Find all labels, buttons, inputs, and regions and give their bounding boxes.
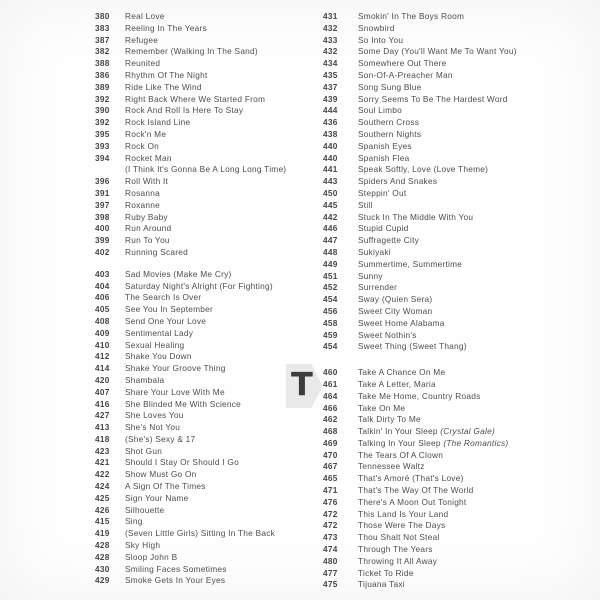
song-row: [323, 82, 600, 94]
song-number: 469: [323, 437, 338, 448]
song-number: 480: [323, 555, 338, 566]
song-number: 449: [323, 258, 338, 269]
song-row: [95, 82, 330, 94]
song-number: 428: [95, 551, 110, 562]
song-row: [95, 410, 330, 422]
song-title: Rhythm Of The Night: [125, 69, 208, 80]
song-number: 413: [95, 422, 110, 433]
song-title: Ruby Baby: [125, 211, 168, 222]
song-row: [323, 164, 600, 176]
song-number: 431: [323, 11, 338, 21]
song-row: [95, 212, 330, 224]
song-number: 472: [323, 508, 338, 519]
section-marker-t: [286, 364, 323, 408]
song-number: 389: [95, 81, 110, 92]
song-number: 407: [95, 386, 110, 397]
song-row: [323, 497, 600, 509]
song-row: [95, 223, 330, 235]
song-number: 390: [95, 105, 110, 116]
song-row: [323, 544, 600, 556]
song-title: Steppin' Out: [358, 187, 407, 198]
song-title: Run Around: [125, 223, 172, 234]
song-number: 430: [95, 563, 110, 574]
song-number: 442: [323, 211, 338, 222]
song-title: Take A Chance On Me: [358, 367, 446, 378]
song-title: She's Not You: [125, 422, 181, 433]
song-row: [95, 247, 330, 259]
song-row: [95, 281, 330, 293]
song-row: [323, 532, 600, 544]
song-row: [95, 469, 330, 481]
song-row: [95, 105, 330, 117]
song-number: 408: [95, 315, 110, 326]
song-title: Should I Stay Or Should I Go: [125, 457, 239, 468]
song-row: [95, 552, 330, 564]
song-title: Still: [358, 199, 373, 210]
song-number: 440: [323, 140, 338, 151]
song-row: [323, 282, 600, 294]
song-title: Rock And Roll Is Here To Stay: [125, 105, 244, 116]
song-number: 471: [323, 485, 338, 496]
song-title: Smoke Gets In Your Eyes: [125, 575, 226, 586]
song-number: 473: [323, 532, 338, 543]
song-title: This Land Is Your Land: [358, 508, 449, 519]
song-number: 394: [95, 152, 110, 163]
song-title: Reunited: [125, 58, 161, 69]
song-row: [323, 579, 600, 591]
song-number: 387: [95, 34, 110, 45]
song-title: Saturday Night's Alright (For Fighting): [125, 280, 273, 291]
song-number: 393: [95, 140, 110, 151]
song-row: [95, 528, 330, 540]
song-row: [95, 153, 330, 177]
song-title: Run To You: [125, 235, 170, 246]
song-title: Sukiyaki: [358, 246, 391, 257]
song-title-artist-note: (Crystal Gale): [440, 426, 495, 437]
song-title: Tijuana Taxi: [358, 579, 405, 590]
song-number: 425: [95, 492, 110, 503]
song-row: [95, 516, 330, 528]
song-title: Talkin' In Your Sleep (Crystal Gale): [358, 426, 495, 437]
song-title: Snowbird: [358, 22, 395, 33]
song-number: 404: [95, 280, 110, 291]
song-title: Soul Limbo: [358, 105, 403, 116]
song-title: Some Day (You'll Want Me To Want You): [358, 46, 517, 57]
song-number: 468: [323, 426, 338, 437]
song-number: 432: [323, 22, 338, 33]
song-row: [323, 461, 600, 473]
song-row: [323, 94, 600, 106]
song-title: Sweet City Woman: [358, 305, 433, 316]
song-number: 415: [95, 516, 110, 527]
song-row: [323, 141, 600, 153]
song-title: A Sign Of The Times: [125, 481, 206, 492]
song-number: 383: [95, 22, 110, 33]
song-number: 456: [323, 305, 338, 316]
song-title: Sorry Seems To Be The Hardest Word: [358, 93, 508, 104]
song-title: There's A Moon Out Tonight: [358, 496, 467, 507]
song-number: 466: [323, 402, 338, 413]
song-row: [95, 316, 330, 328]
song-title: Sad Movies (Make Me Cry): [125, 268, 232, 279]
song-title: Sweet Home Alabama: [358, 317, 445, 328]
song-row: [323, 129, 600, 141]
song-title: Spiders And Snakes: [358, 176, 438, 187]
song-number: 465: [323, 473, 338, 484]
song-row: [323, 200, 600, 212]
song-title: Smiling Faces Sometimes: [125, 563, 227, 574]
song-title: Ride Like The Wind: [125, 81, 202, 92]
song-number: 436: [323, 117, 338, 128]
song-number: 437: [323, 81, 338, 92]
song-number: 426: [95, 504, 110, 515]
song-row: [323, 58, 600, 70]
song-title: Real Love: [125, 11, 165, 21]
song-title: She Blinded Me With Science: [125, 398, 242, 409]
song-row: [95, 564, 330, 576]
song-title: Sweet Nothin's: [358, 329, 417, 340]
song-number: 398: [95, 211, 110, 222]
song-number: 427: [95, 410, 110, 421]
song-list-column-right: [323, 11, 600, 591]
song-row: [323, 520, 600, 532]
song-row: [95, 434, 330, 446]
song-row: [323, 414, 600, 426]
song-number: 424: [95, 481, 110, 492]
song-row: [95, 446, 330, 458]
song-title-second-line: (I Think It's Gonna Be A Long Long Time): [125, 164, 287, 175]
song-number: 445: [323, 199, 338, 210]
song-number: 441: [323, 164, 338, 175]
song-row: [323, 247, 600, 259]
song-number: 392: [95, 117, 110, 128]
song-number: 418: [95, 433, 110, 444]
song-title: Rock'n Me: [125, 128, 167, 139]
song-title: Take On Me: [358, 402, 406, 413]
song-title: Surrender: [358, 282, 398, 293]
song-title: Thou Shalt Not Steal: [358, 532, 440, 543]
song-row: [95, 23, 330, 35]
song-title: Suffragette City: [358, 235, 420, 246]
song-row: [95, 46, 330, 58]
song-title: That's The Way Of The World: [358, 485, 474, 496]
song-title: Sunny: [358, 270, 383, 281]
song-row: [323, 450, 600, 462]
song-title: That's Amoré (That's Love): [358, 473, 464, 484]
song-number: 470: [323, 449, 338, 460]
song-title: Spanish Eyes: [358, 140, 412, 151]
song-row: [95, 176, 330, 188]
song-title: Roll With It: [125, 176, 169, 187]
song-number: 432: [323, 46, 338, 57]
song-row: [323, 509, 600, 521]
song-title: Shake You Down: [125, 351, 192, 362]
song-number: 395: [95, 128, 110, 139]
song-number: 472: [323, 520, 338, 531]
song-number: 388: [95, 58, 110, 69]
song-number: 439: [323, 93, 338, 104]
song-number: 440: [323, 152, 338, 163]
song-number: 446: [323, 223, 338, 234]
song-number: 396: [95, 176, 110, 187]
song-title: Rocket Man (I Think It's Gonna Be A Long Long Time): [125, 152, 287, 175]
song-title: Ticket To Ride: [358, 567, 414, 578]
song-row: [323, 235, 600, 247]
song-number: 405: [95, 304, 110, 315]
song-title: Spanish Flea: [358, 152, 410, 163]
song-title: Those Were The Days: [358, 520, 446, 531]
song-row: [95, 328, 330, 340]
song-title: Shot Gun: [125, 445, 163, 456]
song-title: Running Scared: [125, 246, 189, 257]
song-title: Reeling In The Years: [125, 22, 207, 33]
song-row: [95, 188, 330, 200]
section-letter: T: [291, 365, 313, 404]
song-row: [323, 485, 600, 497]
song-title: Show Must Go On: [125, 469, 197, 480]
song-title: Tennessee Waltz: [358, 461, 425, 472]
song-row: [95, 340, 330, 352]
song-row: [323, 438, 600, 450]
song-row: [95, 141, 330, 153]
song-number: 451: [323, 270, 338, 281]
song-title: The Tears Of A Clown: [358, 449, 444, 460]
song-title: Sway (Quien Sera): [358, 294, 433, 305]
song-row: [323, 379, 600, 391]
song-number: 420: [95, 374, 110, 385]
song-row: [323, 403, 600, 415]
song-row: [95, 269, 330, 281]
song-title: Right Back Where We Started From: [125, 93, 266, 104]
song-row: [95, 304, 330, 316]
song-row: [323, 271, 600, 283]
song-row: [95, 481, 330, 493]
song-number: 400: [95, 223, 110, 234]
song-title: Roxanne: [125, 199, 160, 210]
song-number: 410: [95, 339, 110, 350]
song-row: [323, 318, 600, 330]
song-title-artist-note: (The Romantics): [443, 437, 509, 448]
song-title: Southern Cross: [358, 117, 420, 128]
song-row: [323, 341, 600, 353]
song-number: 409: [95, 327, 110, 338]
song-number: 458: [323, 317, 338, 328]
song-number: 475: [323, 579, 338, 590]
song-row: [95, 58, 330, 70]
song-number: 399: [95, 235, 110, 246]
song-list-column-left: [95, 11, 330, 587]
song-title: Song Sung Blue: [358, 81, 422, 92]
song-row: [95, 457, 330, 469]
song-row: [323, 11, 600, 23]
song-title: (She's) Sexy & 17: [125, 433, 196, 444]
song-number: 412: [95, 351, 110, 362]
song-title: Shambala: [125, 374, 165, 385]
song-title: (Seven Little Girls) Sitting In The Back: [125, 528, 276, 539]
song-number: 414: [95, 363, 110, 374]
song-title: Refugee: [125, 34, 159, 45]
song-title: Sweet Thing (Sweet Thang): [358, 341, 467, 352]
song-number: 423: [95, 445, 110, 456]
song-number: 454: [323, 294, 338, 305]
song-number: 386: [95, 69, 110, 80]
song-row: [323, 259, 600, 271]
song-number: 459: [323, 329, 338, 340]
song-number: 443: [323, 176, 338, 187]
song-title: Throwing It All Away: [358, 555, 438, 566]
song-title: Sign Your Name: [125, 492, 189, 503]
song-title: Silhouette: [125, 504, 165, 515]
song-number: 397: [95, 199, 110, 210]
song-row: [95, 540, 330, 552]
song-title: Sentimental Lady: [125, 327, 194, 338]
song-row: [323, 568, 600, 580]
song-row: [95, 505, 330, 517]
song-title: Summertime, Summertime: [358, 258, 463, 269]
song-number: 461: [323, 378, 338, 389]
song-number: 428: [95, 540, 110, 551]
song-number: 380: [95, 11, 110, 21]
song-number: 476: [323, 496, 338, 507]
song-row: [95, 129, 330, 141]
song-title: Sexual Healing: [125, 339, 185, 350]
song-row: [323, 556, 600, 568]
song-number: 462: [323, 414, 338, 425]
song-number: 460: [323, 367, 338, 378]
song-number: 477: [323, 567, 338, 578]
song-title: Smokin' In The Boys Room: [358, 11, 465, 21]
song-title: Share Your Love With Me: [125, 386, 225, 397]
song-number: 435: [323, 69, 338, 80]
song-title: The Search Is Over: [125, 292, 202, 303]
song-title: Remember (Walking In The Sand): [125, 46, 258, 57]
song-title: Through The Years: [358, 544, 433, 555]
song-row: [323, 70, 600, 82]
song-row: [323, 117, 600, 129]
song-number: 382: [95, 46, 110, 57]
song-title: Sky High: [125, 540, 161, 551]
song-row: [323, 188, 600, 200]
song-number: 429: [95, 575, 110, 586]
song-title: Rosanna: [125, 187, 160, 198]
song-row: [95, 94, 330, 106]
song-row: [95, 351, 330, 363]
song-number: 450: [323, 187, 338, 198]
song-row: [95, 200, 330, 212]
song-title: Take Me Home, Country Roads: [358, 390, 481, 401]
song-row: [95, 35, 330, 47]
song-number: 419: [95, 528, 110, 539]
song-number: 454: [323, 341, 338, 352]
song-row: [323, 306, 600, 318]
song-number: 444: [323, 105, 338, 116]
song-row: [95, 292, 330, 304]
song-row: [323, 294, 600, 306]
song-title: Sloop John B: [125, 551, 178, 562]
song-number: 416: [95, 398, 110, 409]
song-title: Send One Your Love: [125, 315, 207, 326]
song-title: She Loves You: [125, 410, 184, 421]
song-number: 434: [323, 58, 338, 69]
song-row: [323, 23, 600, 35]
song-row: [323, 176, 600, 188]
song-number: 391: [95, 187, 110, 198]
song-number: 392: [95, 93, 110, 104]
song-number: 452: [323, 282, 338, 293]
song-title: Take A Letter, Maria: [358, 378, 436, 389]
song-number: 422: [95, 469, 110, 480]
song-number: 438: [323, 128, 338, 139]
song-title: Speak Softly, Love (Love Theme): [358, 164, 489, 175]
song-number: 467: [323, 461, 338, 472]
song-number: 447: [323, 235, 338, 246]
song-title: So Into You: [358, 34, 404, 45]
song-number: 403: [95, 268, 110, 279]
song-title: Somewhere Out There: [358, 58, 447, 69]
song-title: Southern Nights: [358, 128, 422, 139]
song-number: 433: [323, 34, 338, 45]
song-row: [323, 212, 600, 224]
song-row: [323, 330, 600, 342]
song-row: [323, 473, 600, 485]
song-title: Rock On: [125, 140, 160, 151]
song-number: 448: [323, 246, 338, 257]
song-row: [323, 35, 600, 47]
song-title: Son-Of-A-Preacher Man: [358, 69, 453, 80]
song-row: [95, 117, 330, 129]
song-row: [95, 11, 330, 23]
song-number: 464: [323, 390, 338, 401]
song-number: 421: [95, 457, 110, 468]
song-row: [95, 575, 330, 587]
song-row: [95, 235, 330, 247]
song-row: [95, 422, 330, 434]
song-title: Talking In Your Sleep (The Romantics): [358, 437, 509, 448]
song-title: Rock Island Line: [125, 117, 191, 128]
song-row: [323, 105, 600, 117]
song-row: [323, 426, 600, 438]
song-title: Stupid Cupid: [358, 223, 409, 234]
song-number: 402: [95, 246, 110, 257]
song-row: [323, 367, 600, 379]
song-number: 406: [95, 292, 110, 303]
song-title: Sing: [125, 516, 143, 527]
song-number: 474: [323, 544, 338, 555]
song-title: Talk Dirty To Me: [358, 414, 421, 425]
song-title: See You In September: [125, 304, 214, 315]
song-row: [323, 153, 600, 165]
song-title: Shake Your Groove Thing: [125, 363, 226, 374]
song-row: [95, 70, 330, 82]
song-row: [323, 46, 600, 58]
song-title: Stuck In The Middle With You: [358, 211, 474, 222]
song-row: [323, 223, 600, 235]
song-row: [323, 391, 600, 403]
song-row: [95, 493, 330, 505]
